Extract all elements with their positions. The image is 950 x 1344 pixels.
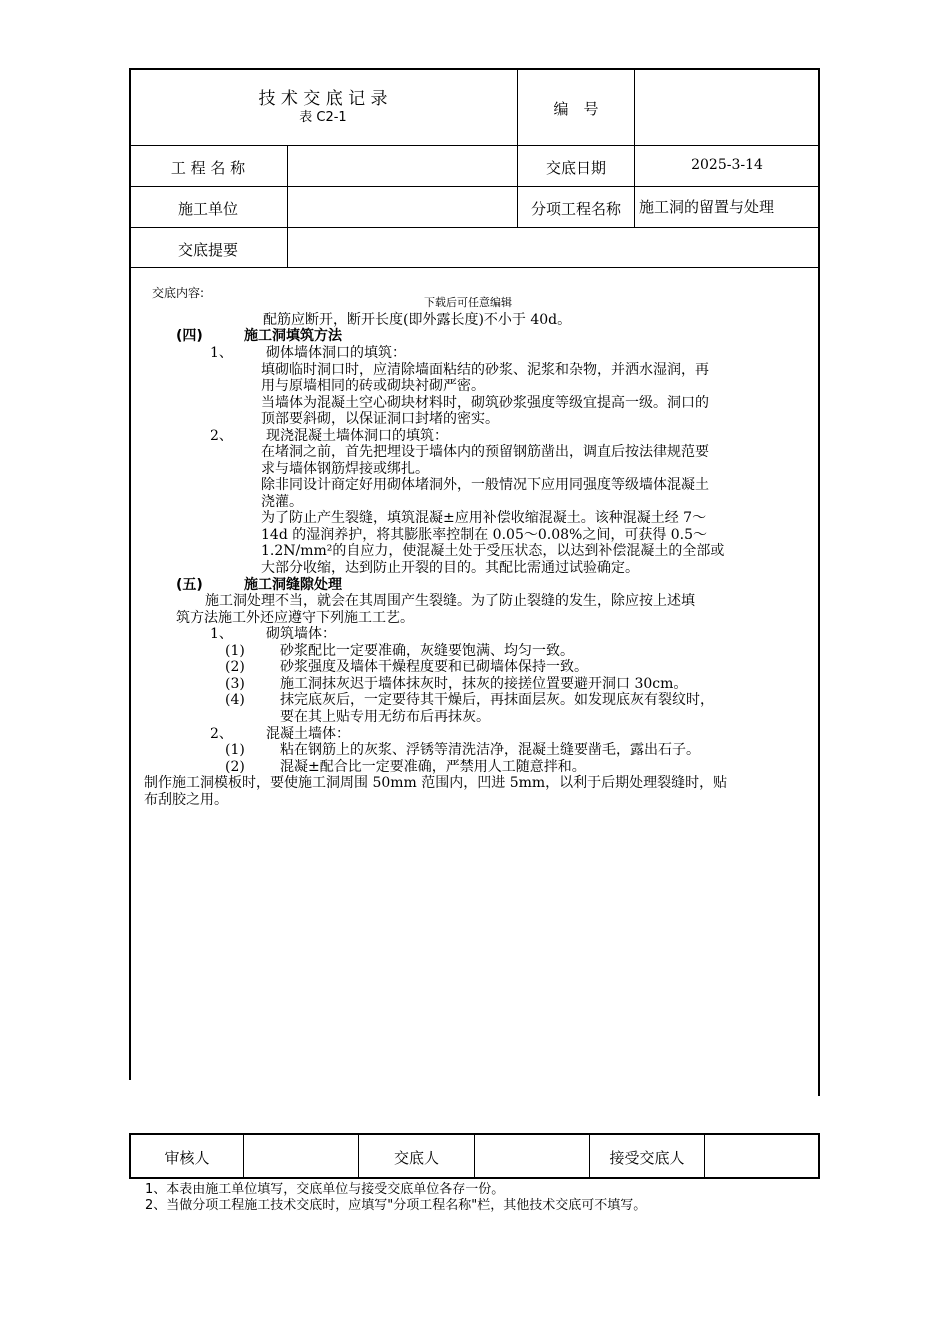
sub-project-value[interactable]: 施工洞的留置与处理 [639, 198, 775, 216]
col-divider [634, 68, 635, 227]
content-line: 筑方法施工外还应遵守下列施工工艺。 [176, 610, 414, 626]
receiver-label: 接受交底人 [609, 1149, 685, 1167]
content-left-border [129, 268, 131, 1080]
content-line: 浇灌。 [261, 494, 303, 510]
form-number: 表 C2-1 [299, 110, 347, 125]
content-line: 求与墙体钢筋焊接或绑扎。 [261, 461, 429, 477]
content-line: 大部分收缩，达到防止开裂的目的。其配比需通过试验确定。 [261, 560, 639, 576]
sub-item-number: (1) [225, 742, 245, 758]
section-number: (五) [176, 577, 203, 593]
content-line: 施工洞处理不当，就会在其周围产生裂缝。为了防止裂缝的发生，除应按上述填 [205, 593, 695, 609]
col-divider [704, 1133, 705, 1179]
content-line: 除非同设计商定好用砌体堵洞外，一般情况下应用同强度等级墙体混凝土 [261, 477, 709, 493]
content-line: 为了防止产生裂缝，填筑混凝±应用补偿收缩混凝土。该种混凝土经 7～ [261, 510, 707, 526]
sub-item-number: (3) [225, 676, 245, 692]
content-line: 用与原墙相同的砖或砌块衬砌严密。 [261, 378, 485, 394]
item-number: 2、 [210, 428, 233, 444]
content-line: 布刮胶之用。 [144, 792, 228, 808]
number-label: 编 号 [553, 100, 599, 118]
item-heading: 现浇混凝土墙体洞口的填筑： [266, 428, 448, 444]
content-line: 1.2N/mm²的自应力，使混凝土处于受压状态，以达到补偿混凝土的全部或 [261, 543, 725, 559]
content-line: 顶部要斜砌，以保证洞口封堵的密实。 [261, 411, 499, 427]
col-divider [243, 1133, 244, 1179]
section-heading: 施工洞填筑方法 [244, 328, 342, 344]
sub-item-number: (4) [225, 692, 245, 708]
section-heading: 施工洞缝隙处理 [244, 577, 342, 593]
content-line: 在堵洞之前，首先把埋设于墙体内的预留钢筋凿出，调直后按法律规范要 [261, 444, 709, 460]
content-line: 砂浆强度及墙体干燥程度要和已砌墙体保持一致。 [280, 659, 588, 675]
row-divider [129, 227, 820, 228]
unit-label: 施工单位 [177, 200, 238, 218]
content-line: 粘在钢筋上的灰浆、浮锈等清洗洁净，混凝土缝要凿毛，露出石子。 [280, 742, 700, 758]
content-line: 施工洞抹灰迟于墙体抹灰时，抹灰的接搓位置要避开洞口 30cm。 [280, 676, 688, 692]
watermark: 下载后可任意编辑 [424, 296, 512, 309]
row-divider [129, 145, 820, 146]
content-line: 制作施工洞模板时，要使施工洞周围 50mm 范围内，凹进 5mm，以利于后期处理裂缝时，贴 [144, 775, 728, 791]
content-line: 当墙体为混凝土空心砌块材料时，砌筑砂浆强度等级宜提高一级。洞口的 [261, 395, 709, 411]
project-name-label: 工 程 名 称 [170, 159, 246, 177]
row-divider [129, 186, 820, 187]
col-divider [287, 145, 288, 268]
content-line: 配筋应断开，断开长度(即外露长度)不小于 40d。 [263, 312, 572, 328]
content-right-border [818, 268, 820, 1096]
content-line: 抹完底灰后，一定要待其干燥后，再抹面层灰。如发现底灰有裂纹时， [280, 692, 714, 708]
content-line: 14d 的湿润养护，将其膨胀率控制在 0.05～0.08%之间，可获得 0.5～ [261, 527, 708, 543]
item-heading: 砌体墙体洞口的填筑： [266, 345, 406, 361]
footnote: 1、本表由施工单位填写，交底单位与接受交底单位各存一份。 [145, 1182, 505, 1197]
sub-item-number: (1) [225, 643, 245, 659]
content-line: 要在其上贴专用无纺布后再抹灰。 [280, 709, 490, 725]
sub-item-number: (2) [225, 659, 245, 675]
col-divider [474, 1133, 475, 1179]
item-heading: 砌筑墙体： [266, 626, 336, 642]
footnote: 2、当做分项工程施工技术交底时，应填写"分项工程名称"栏，其他技术交底可不填写。 [145, 1198, 647, 1213]
content-line: 填砌临时洞口时，应清除墙面粘结的砂浆、泥浆和杂物，并洒水湿润，再 [261, 362, 709, 378]
reviewer-label: 审核人 [164, 1149, 210, 1167]
item-number: 2、 [210, 726, 233, 742]
item-number: 1、 [210, 626, 233, 642]
item-heading: 混凝土墙体： [266, 726, 350, 742]
sub-item-number: (2) [225, 759, 245, 775]
content-label: 交底内容: [152, 286, 205, 300]
section-number: (四) [176, 328, 203, 344]
content-line: 砂浆配比一定要准确，灰缝要饱满、均匀一致。 [280, 643, 574, 659]
item-number: 1、 [210, 345, 233, 361]
discloser-label: 交底人 [393, 1149, 439, 1167]
date-label: 交底日期 [545, 159, 606, 177]
content-line: 混凝±配合比一定要准确，严禁用人工随意拌和。 [280, 759, 586, 775]
summary-label: 交底提要 [177, 241, 238, 259]
form-title: 技 术 交 底 记 录 [258, 89, 388, 109]
date-value[interactable]: 2025-3-14 [691, 157, 763, 173]
sub-project-label: 分项工程名称 [530, 200, 621, 218]
